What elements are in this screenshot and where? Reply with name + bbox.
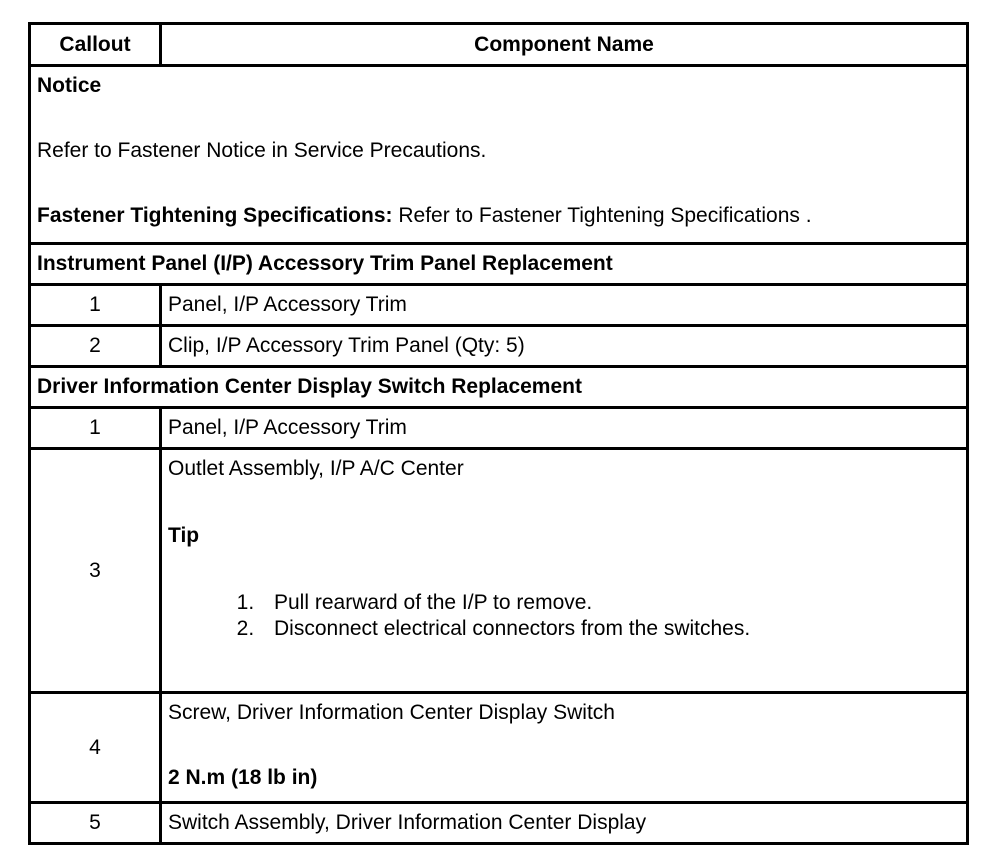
component-cell: Panel, I/P Accessory Trim	[161, 285, 968, 326]
table-row	[30, 803, 968, 844]
component-cell: Panel, I/P Accessory Trim	[161, 408, 968, 449]
component-cell: Clip, I/P Accessory Trim Panel (Qty: 5)	[161, 326, 968, 367]
section-title: Driver Information Center Display Switch Replacement	[30, 367, 968, 408]
fastener-spec-line	[37, 203, 960, 228]
section-title: Instrument Panel (I/P) Accessory Trim Panel Replacement	[30, 244, 968, 285]
section-row	[30, 244, 968, 285]
tip-step: 1. Pull rearward of the I/P to remove.	[260, 590, 960, 615]
component-name: Outlet Assembly, I/P A/C Center	[168, 457, 464, 480]
notice-text: Refer to Fastener Notice in Service Precautions.	[37, 139, 487, 163]
notice-cell	[30, 66, 968, 244]
notice-row	[30, 66, 968, 244]
torque-spec: 2 N.m (18 lb in)	[168, 766, 318, 790]
table-header-row	[30, 24, 968, 66]
component-cell: Switch Assembly, Driver Information Center Display	[161, 803, 968, 844]
tip-steps	[168, 590, 960, 640]
component-table	[28, 22, 969, 845]
callout-cell: 1	[30, 285, 161, 326]
component-cell	[161, 449, 968, 693]
callout-cell: 1	[30, 408, 161, 449]
callout-cell: 5	[30, 803, 161, 844]
section-row	[30, 367, 968, 408]
component-name: Screw, Driver Information Center Display Switch	[168, 701, 615, 724]
callout-header: Callout	[30, 24, 161, 66]
tip-step: 2. Disconnect electrical connectors from the switches.	[260, 616, 960, 641]
tip-label: Tip	[168, 524, 200, 548]
fastener-spec-text: Refer to Fastener Tightening Specifications .	[392, 204, 812, 228]
table-row	[30, 408, 968, 449]
table-row	[30, 693, 968, 803]
callout-cell: 4	[30, 693, 161, 803]
component-cell	[161, 693, 968, 803]
callout-cell: 2	[30, 326, 161, 367]
notice-title: Notice	[37, 74, 102, 97]
callout-cell: 3	[30, 449, 161, 693]
component-name-header: Component Name	[161, 24, 968, 66]
fastener-spec-label: Fastener Tightening Specifications:	[37, 204, 393, 228]
table-row	[30, 449, 968, 693]
table-row	[30, 285, 968, 326]
table-row	[30, 326, 968, 367]
